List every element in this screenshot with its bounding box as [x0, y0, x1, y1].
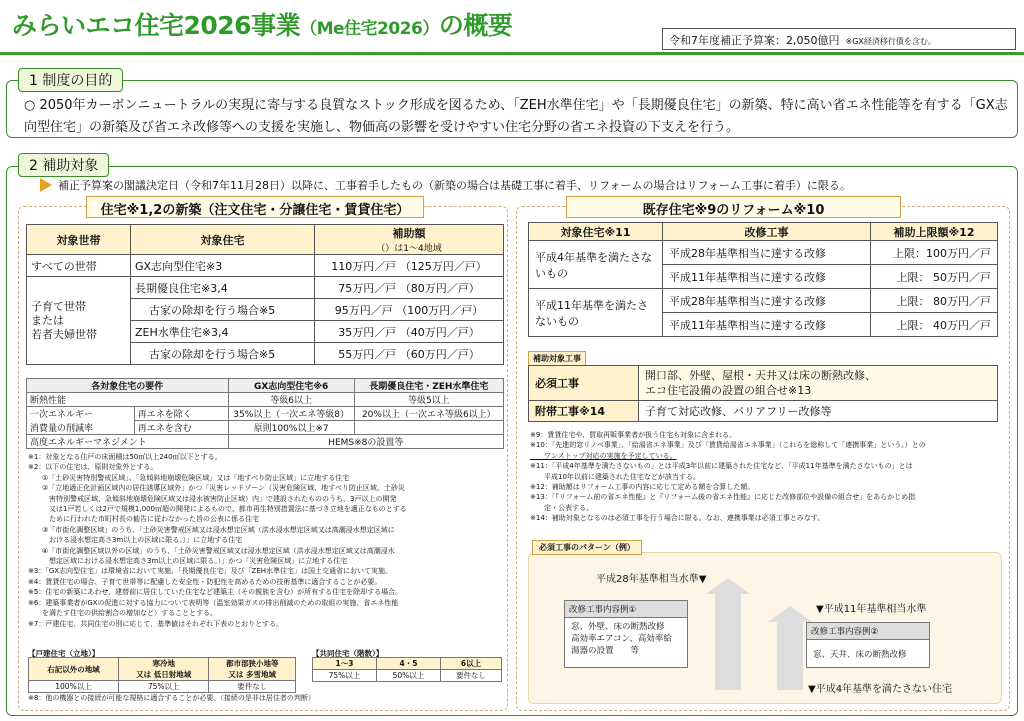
req-cell: 高度エネルギーマネジメント — [27, 435, 229, 449]
header-cell: 4・5 — [376, 658, 440, 670]
amount-cell: 75万円／戸 （80万円／戸） — [315, 277, 504, 299]
new-build-title: 住宅※1,2の新築（注文住宅・分譲住宅・賃貸住宅） — [86, 196, 424, 218]
table-row — [529, 223, 998, 241]
cap-cell: 上限： 50万円／戸 — [871, 265, 998, 289]
header-cell: 寒冷地 又は 低日射地域 — [119, 658, 209, 681]
req-cell: 原則100%以上※7 — [228, 421, 354, 435]
header-cell: 都市部狭小地等 又は 多雪地域 — [209, 658, 296, 681]
amount-cell: 95万円／戸 （100万円／戸） — [315, 299, 504, 321]
multi-label: 【共同住宅（階数）】 — [312, 649, 384, 658]
table-row — [313, 658, 502, 670]
case2-body: 窓、天井、床の断熱改修 — [813, 650, 907, 660]
multi-table — [312, 657, 502, 682]
arrow-shaft — [715, 594, 741, 690]
household-cell: すべての世帯 — [27, 255, 131, 277]
arrow-right-icon — [40, 178, 52, 192]
arrow-up-icon — [768, 606, 812, 622]
table-row — [529, 366, 998, 401]
page-title: みらいエコ住宅2026事業（Me住宅2026）の概要 — [12, 11, 513, 40]
must-text: 開口部、外壁、屋根・天井又は床の断熱改修、 エコ住宅設備の設置の組合せ※13 — [639, 366, 998, 401]
table-row — [27, 421, 504, 435]
header-cell: 1～3 — [313, 658, 377, 670]
section1-label: 1 制度の目的 — [18, 68, 123, 92]
table-row — [529, 241, 998, 265]
detached-table — [28, 657, 296, 693]
req-cell: 20%以上（一次エネ等級6以上） — [354, 407, 503, 421]
work-cell: 平成11年基準相当に達する改修 — [663, 313, 871, 337]
new-build-table — [26, 224, 504, 365]
must-label: 必須工事 — [529, 366, 639, 401]
value-cell: 要件なし — [440, 670, 501, 682]
case2-title: 改修工事内容例② — [807, 623, 929, 640]
title-divider — [0, 52, 1024, 55]
target-cell: 平成11年基準を満たさないもの — [529, 289, 663, 337]
house-cell: 古家の除却を行う場合※5 — [131, 343, 315, 365]
case-example-2 — [806, 622, 930, 668]
table-row — [529, 401, 998, 422]
extra-text: 子育て対応改修、バリアフリー改修等 — [639, 401, 998, 422]
header-cell: 右記以外の地域 — [29, 658, 119, 681]
house-cell: 古家の除却を行う場合※5 — [131, 299, 315, 321]
notes-right: ※9：賃貸住宅や、買取再販事業者が扱う住宅も対象に含まれる。 ※10：「先進的窓リノベ事業」、「給湯省エネ事業」及び「賃貸給湯省エネ事業」（これらを総称して「連携事業」という。）との ワンストップ対応の実施を予定している。 ※11：「平成4年基準を満たさないもの」とは平成3年以前に建築された住宅など、「平成11年基準を満たさないもの」とは 平成10年以前に建築された住宅などが該当する。 ※12：補助額はリフォーム工事の内容に応じて定める額を合算した額。 ※13：「『リフォーム前の省エネ性能』と『リフォーム後の省エネ性能』に応じた改修部位や設備の組合せ」をあらかじめ指 定・公表する。 ※14：補助対象となるのは必須工事を行う場合に限る。なお、連携事業は必須工事とみなす。 — [530, 431, 926, 523]
amount-cell: 110万円／戸 （125万円／戸） — [315, 255, 504, 277]
reform-title: 既存住宅※9のリフォーム※10 — [566, 196, 901, 218]
target-cell: 平成4年基準を満たさないもの — [529, 241, 663, 289]
table-row — [529, 289, 998, 313]
req-cell — [354, 421, 503, 435]
level-h28: 平成28年基準相当水準▼ — [596, 574, 707, 585]
table-row — [27, 393, 504, 407]
header-cell: 6以上 — [440, 658, 501, 670]
cap-cell: 上限：100万円／戸 — [871, 241, 998, 265]
value-cell: 75%以上 — [119, 681, 209, 693]
amount-cell: 35万円／戸 （40万円／戸） — [315, 321, 504, 343]
pattern-label: 必須工事のパターン（例） — [532, 540, 642, 555]
extra-label: 附帯工事※14 — [529, 401, 639, 422]
level-h4: ▼平成4年基準を満たさない住宅 — [808, 684, 953, 695]
arrow-up-icon — [706, 578, 750, 594]
house-cell: GX志向型住宅※3 — [131, 255, 315, 277]
cap-cell: 上限： 80万円／戸 — [871, 289, 998, 313]
table-row — [313, 670, 502, 682]
table-row — [27, 407, 504, 421]
reform-table — [528, 222, 998, 337]
header-cell: 各対象住宅の要件 — [27, 379, 229, 393]
req-cell: 再エネを含む — [134, 421, 228, 435]
detached-label: 【戸建住宅（立地）】 — [28, 649, 100, 658]
req-cell: 等級6以上 — [228, 393, 354, 407]
section2-label: 2 補助対象 — [18, 153, 109, 177]
section2-intro: 補正予算案の閣議決定日（令和7年11月28日）以降に、工事着手したもの（新築の場合は基礎工事に着手、リフォームの場合はリフォーム工事に着手）に限る。 — [58, 179, 851, 192]
work-cell: 平成28年基準相当に達する改修 — [663, 241, 871, 265]
value-cell: 100%以上 — [29, 681, 119, 693]
header-cell: 対象世帯 — [27, 225, 131, 255]
req-cell: 消費量の削減率 — [27, 421, 135, 435]
table-row — [29, 658, 296, 681]
cap-cell: 上限： 40万円／戸 — [871, 313, 998, 337]
requirements-table — [26, 378, 504, 449]
req-cell: HEMS※8の設置等 — [228, 435, 503, 449]
header-cell: 対象住宅※11 — [529, 223, 663, 241]
notes-left: ※1：対象となる住戸の床面積は50㎡以上240㎡以下とする。 ※2：以下の住宅は、原則対象外とする。 ①「土砂災害特別警戒区域」、「急傾斜地崩壊危険区域」又は「地すべり防止区域」に立地する住宅 ②「立地適正化計画区域内の居住誘導区域外」かつ「災害レッドゾーン（災害危険区域、地すべり防止区域、土砂災 害特別警戒区域、急傾斜地崩壊危険区域又は浸水被害防止区域）内」で建設されたもののうち、3戸以上の開発 又は1戸若しくは2戸で規模1,000㎡超の開発によるもので、都市再生特別措置法に基づき立地を適正なものとする ために行われた市町村長の勧告に従わなかった旨の公表に係る住宅 ③「市街化調整区域」のうち、「土砂災害警戒区域又は浸水想定区域（洪水浸水想定区域又は高潮浸水想定区域に おける浸水想定高さ3m以上の区域に限る。）」に立地する住宅 ④「市街化調整区域以外の区域」のうち、「土砂災害警戒区域又は浸水想定区域（洪水浸水想定区域又は高潮浸水 想定区域における浸水想定高さ3m以上の区域に限る。）」かつ「災害危険区域」に立地する住宅 ※3：「GX志向型住宅」は環境省において実施、「長期優良住宅」及び「ZEH水準住宅」は国土交通省において実施。 ※4：賃貸住宅の場合、子育て世帯等に配慮した安全性・防犯性を高めるための技術基準に適合することが必要。 ※5：住宅の新築にあわせ、建替前に居住していた住宅など建築主（その親族を含む）が所有する住宅を除却する場合。 ※6：建築事業者がGXの促進に対する協力について表明等（温室効果ガスの排出削減のための取組の実施、省エネ性能 を満たす住宅の供給割合の増加など）することとする。 ※7：戸建住宅、共同住宅の別に応じて、基準値はそれぞれ下表のとおりとする。 — [28, 453, 407, 628]
table-row — [27, 379, 504, 393]
header-cell: 長期優良住宅・ZEH水準住宅 — [354, 379, 503, 393]
req-cell: 35%以上（一次エネ等級8） — [228, 407, 354, 421]
house-cell: ZEH水準住宅※3,4 — [131, 321, 315, 343]
note-8: ※8：他の機器との接続が可能な規格に適合することが必要。（接続の是非は居住者の判断） — [28, 694, 315, 702]
household-cell: 子育て世帯 または 若者夫婦世帯 — [27, 277, 131, 365]
amount-cell: 55万円／戸 （60万円／戸） — [315, 343, 504, 365]
req-cell: 等級5以上 — [354, 393, 503, 407]
value-cell: 要件なし — [209, 681, 296, 693]
table-row — [27, 255, 504, 277]
req-cell: 一次エネルギー — [27, 407, 135, 421]
level-h11: ▼平成11年基準相当水準 — [816, 604, 927, 615]
value-cell: 50%以上 — [376, 670, 440, 682]
header-cell: 改修工事 — [663, 223, 871, 241]
value-cell: 75%以上 — [313, 670, 377, 682]
req-cell: 再エネを除く — [134, 407, 228, 421]
header-cell: GX志向型住宅※6 — [228, 379, 354, 393]
table-row — [27, 225, 504, 255]
table-row — [27, 435, 504, 449]
required-works-label: 補助対象工事 — [528, 351, 586, 366]
budget-box: 令和7年度補正予算案：2,050億円 ※GX経済移行債を含む。 — [662, 28, 1016, 50]
case-example-1 — [564, 600, 688, 668]
case1-title: 改修工事内容例① — [565, 601, 687, 618]
purpose-text: ○ 2050年カーボンニュートラルの実現に寄与する良質なストック形成を図るため、「ZEH水準住宅」や「長期優良住宅」の新築、特に高い省エネ性能等を有する「GX志向型住宅」の新築及び省エネ改修等への支援を実施し、物価高の影響を受けやすい住宅分野の省エネ投資の下支えを行う。 — [24, 98, 1008, 135]
work-cell: 平成11年基準相当に達する改修 — [663, 265, 871, 289]
case1-body: 窓、外壁、床の断熱改修 高効率エアコン、高効率給 湯器の設置 等 — [571, 622, 672, 656]
table-row — [29, 681, 296, 693]
work-cell: 平成28年基準相当に達する改修 — [663, 289, 871, 313]
header-cell: 対象住宅 — [131, 225, 315, 255]
required-works-table — [528, 365, 998, 422]
header-cell: 補助額 （）は1～4地域 — [315, 225, 504, 255]
house-cell: 長期優良住宅※3,4 — [131, 277, 315, 299]
table-row — [27, 277, 504, 299]
req-cell: 断熱性能 — [27, 393, 229, 407]
arrow-shaft — [777, 622, 803, 690]
header-cell: 補助上限額※12 — [871, 223, 998, 241]
